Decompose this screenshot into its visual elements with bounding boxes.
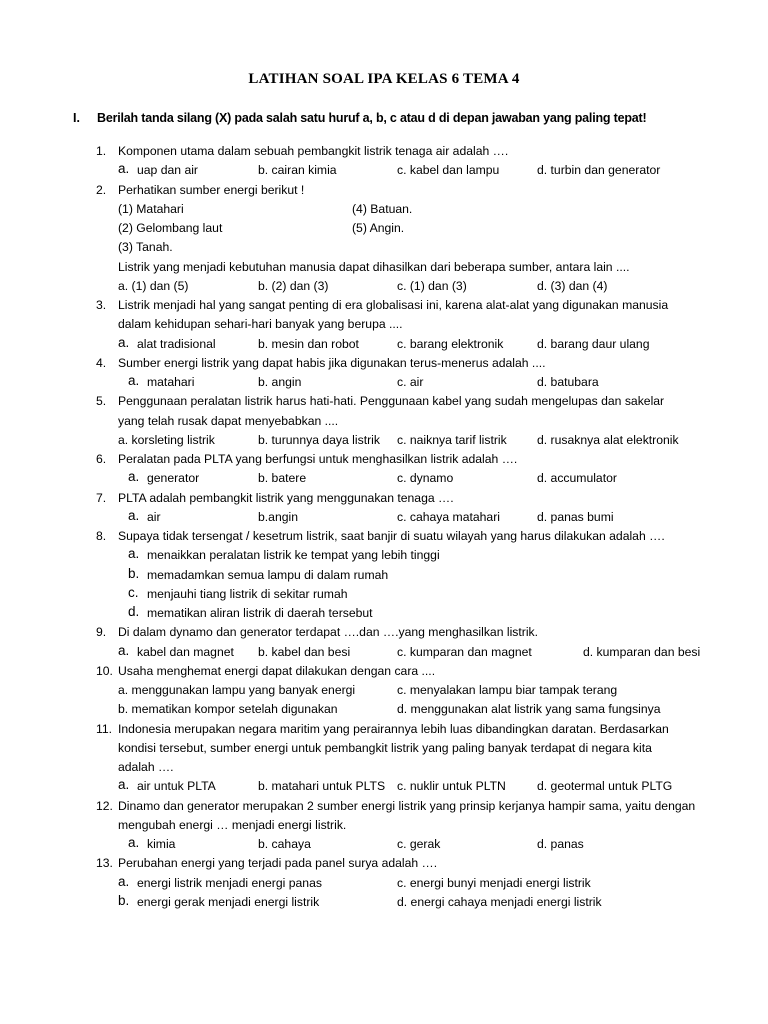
question-number: 4. [96,355,107,370]
source-list-item: (2) Gelombang laut [118,221,223,235]
question-text: Komponen utama dalam sebuah pembangkit listrik tenaga air adalah …. [118,144,509,158]
question-number: 3. [96,298,107,312]
question-number: 9. [96,625,107,640]
option-text: c. dynamo [397,471,454,486]
option-text: c. energi bunyi menjadi energi listrik [397,875,591,890]
option-text: matahari [147,375,195,389]
question-number: 13. [96,856,113,871]
question-number: 1. [96,144,107,158]
option-text: alat tradisional [137,336,216,351]
option-text: uap dan air [137,163,198,178]
option-letter: b. [128,565,140,581]
question-text: Listrik menjadi hal yang sangat penting di era globalisasi ini, karena alat-alat yang digunakan manusia [118,298,669,312]
option-text: menaikkan peralatan listrik ke tempat yang lebih tinggi [147,548,440,563]
option-text: c. naiknya tarif listrik [397,432,507,447]
option-text: b. cairan kimia [258,163,337,178]
question-text: Listrik yang menjadi kebutuhan manusia dapat dihasilkan dari beberapa sumber, antara lain .... [118,259,630,274]
question-text: kondisi tersebut, sumber energi untuk pembangkit listrik yang paling banyak terdapat di negara kita [118,740,652,755]
option-text: c. air [397,375,424,389]
option-text: d. batubara [537,375,599,389]
option-letter: a. [118,873,130,889]
option-text: b. angin [258,375,302,389]
option-letter: a. [118,334,130,350]
question-text: Dinamo dan generator merupakan 2 sumber energi listrik yang prinsip kerjanya hampir sama, yaitu dengan [118,798,696,813]
question-number: 7. [96,490,107,505]
source-list-item: (4) Batuan. [352,201,413,216]
option-text: kabel dan magnet [137,644,234,659]
question-text: Usaha menghemat energi dapat dilakukan dengan cara .... [118,663,436,678]
source-list-item: (5) Angin. [352,221,405,235]
option-letter: a. [118,777,130,793]
option-text: b. mematikan kompor setelah digunakan [118,702,338,717]
option-text: b. mesin dan robot [258,336,359,351]
question-text: Sumber energi listrik yang dapat habis jika digunakan terus-menerus adalah .... [118,355,546,370]
option-text: c. kabel dan lampu [397,163,500,178]
option-text: air untuk PLTA [137,779,216,794]
option-text: d. barang daur ulang [537,336,650,351]
question-text: Di dalam dynamo dan generator terdapat ….dan ….yang menghasilkan listrik. [118,625,539,640]
option-letter: d. [128,604,140,619]
question-number: 2. [96,182,107,197]
section-instruction: Berilah tanda silang (X) pada salah satu huruf a, b, c atau d di depan jawaban yang paling tepat! [97,111,647,125]
question-text: adalah …. [118,760,174,774]
question-number: 6. [96,452,107,466]
option-text: mematikan aliran listrik di daerah tersebut [147,606,373,620]
option-letter: a. [128,835,140,850]
question-text: Supaya tidak tersengat / kesetrum listrik, saat banjir di suatu wilayah yang harus dilakukan adalah …. [118,529,665,543]
option-text: d. turbin dan generator [537,163,661,178]
option-text: d. geotermal untuk PLTG [537,779,673,794]
question-text: Perubahan energi yang terjadi pada panel surya adalah …. [118,856,438,871]
option-letter: a. [128,507,140,523]
option-text: c. menyalakan lampu biar tampak terang [397,683,618,697]
question-number: 8. [96,529,107,543]
option-text: c. kumparan dan magnet [397,644,532,659]
option-text: b. kabel dan besi [258,644,351,659]
option-text: b. cahaya [258,837,311,851]
question-text: mengubah energi … menjadi energi listrik. [118,817,347,832]
option-text: d. panas [537,837,584,851]
option-text: d. kumparan dan besi [583,644,701,659]
option-text: b. turunnya daya listrik [258,432,380,447]
option-text: b. matahari untuk PLTS [258,779,386,794]
question-text: Perhatikan sumber energi berikut ! [118,182,305,197]
option-text: b.angin [258,509,298,524]
option-letter: a. [118,161,130,177]
question-number: 5. [96,394,107,409]
option-text: menjauhi tiang listrik di sekitar rumah [147,586,348,601]
option-text: d. menggunakan alat listrik yang sama fungsinya [397,702,661,717]
question-text: Peralatan pada PLTA yang berfungsi untuk menghasilkan listrik adalah …. [118,452,518,466]
question-text: PLTA adalah pembangkit listrik yang menggunakan tenaga …. [118,490,454,505]
option-text: a. menggunakan lampu yang banyak energi [118,683,356,697]
source-list-item: (3) Tanah. [118,240,173,255]
option-text: energi listrik menjadi energi panas [137,875,322,890]
option-text: air [147,509,161,524]
option-text: d. accumulator [537,471,617,486]
option-text: b. batere [258,471,307,486]
question-number: 10. [96,663,113,678]
option-text: c. (1) dan (3) [397,278,467,293]
option-text: energi gerak menjadi energi listrik [137,894,320,909]
source-list-item: (1) Matahari [118,201,184,216]
section-number: I. [73,111,80,125]
option-text: c. barang elektronik [397,336,504,351]
option-letter: b. [118,892,130,908]
option-text: d. energi cahaya menjadi energi listrik [397,894,602,909]
option-text: a. korsleting listrik [118,432,215,447]
option-letter: a. [128,546,140,562]
question-text: yang telah rusak dapat menyebabkan .... [118,413,339,428]
option-text: d. panas bumi [537,509,614,524]
option-text: c. gerak [397,837,441,851]
page-title: LATIHAN SOAL IPA KELAS 6 TEMA 4 [248,71,520,87]
option-letter: a. [128,469,140,485]
option-text: generator [147,471,200,486]
option-letter: a. [128,373,140,388]
question-text: dalam kehidupan sehari-hari banyak yang berupa .... [118,317,403,332]
option-text: kimia [147,837,176,851]
option-text: c. nuklir untuk PLTN [397,779,506,794]
question-number: 12. [96,798,113,813]
question-text: Penggunaan peralatan listrik harus hati-hati. Penggunaan kabel yang sudah mengelupas dan sakelar [118,394,665,409]
option-text: a. (1) dan (5) [118,278,189,293]
option-letter: c. [128,584,139,600]
option-text: b. (2) dan (3) [258,278,329,293]
question-number: 11. [96,721,113,736]
option-text: memadamkan semua lampu di dalam rumah [147,567,389,582]
question-text: Indonesia merupakan negara maritim yang perairannya lebih luas dibandingkan daratan. Berdasarkan [118,721,669,736]
option-text: d. rusaknya alat elektronik [537,432,679,447]
option-letter: a. [118,642,130,658]
option-text: d. (3) dan (4) [537,278,608,293]
option-text: c. cahaya matahari [397,509,500,524]
